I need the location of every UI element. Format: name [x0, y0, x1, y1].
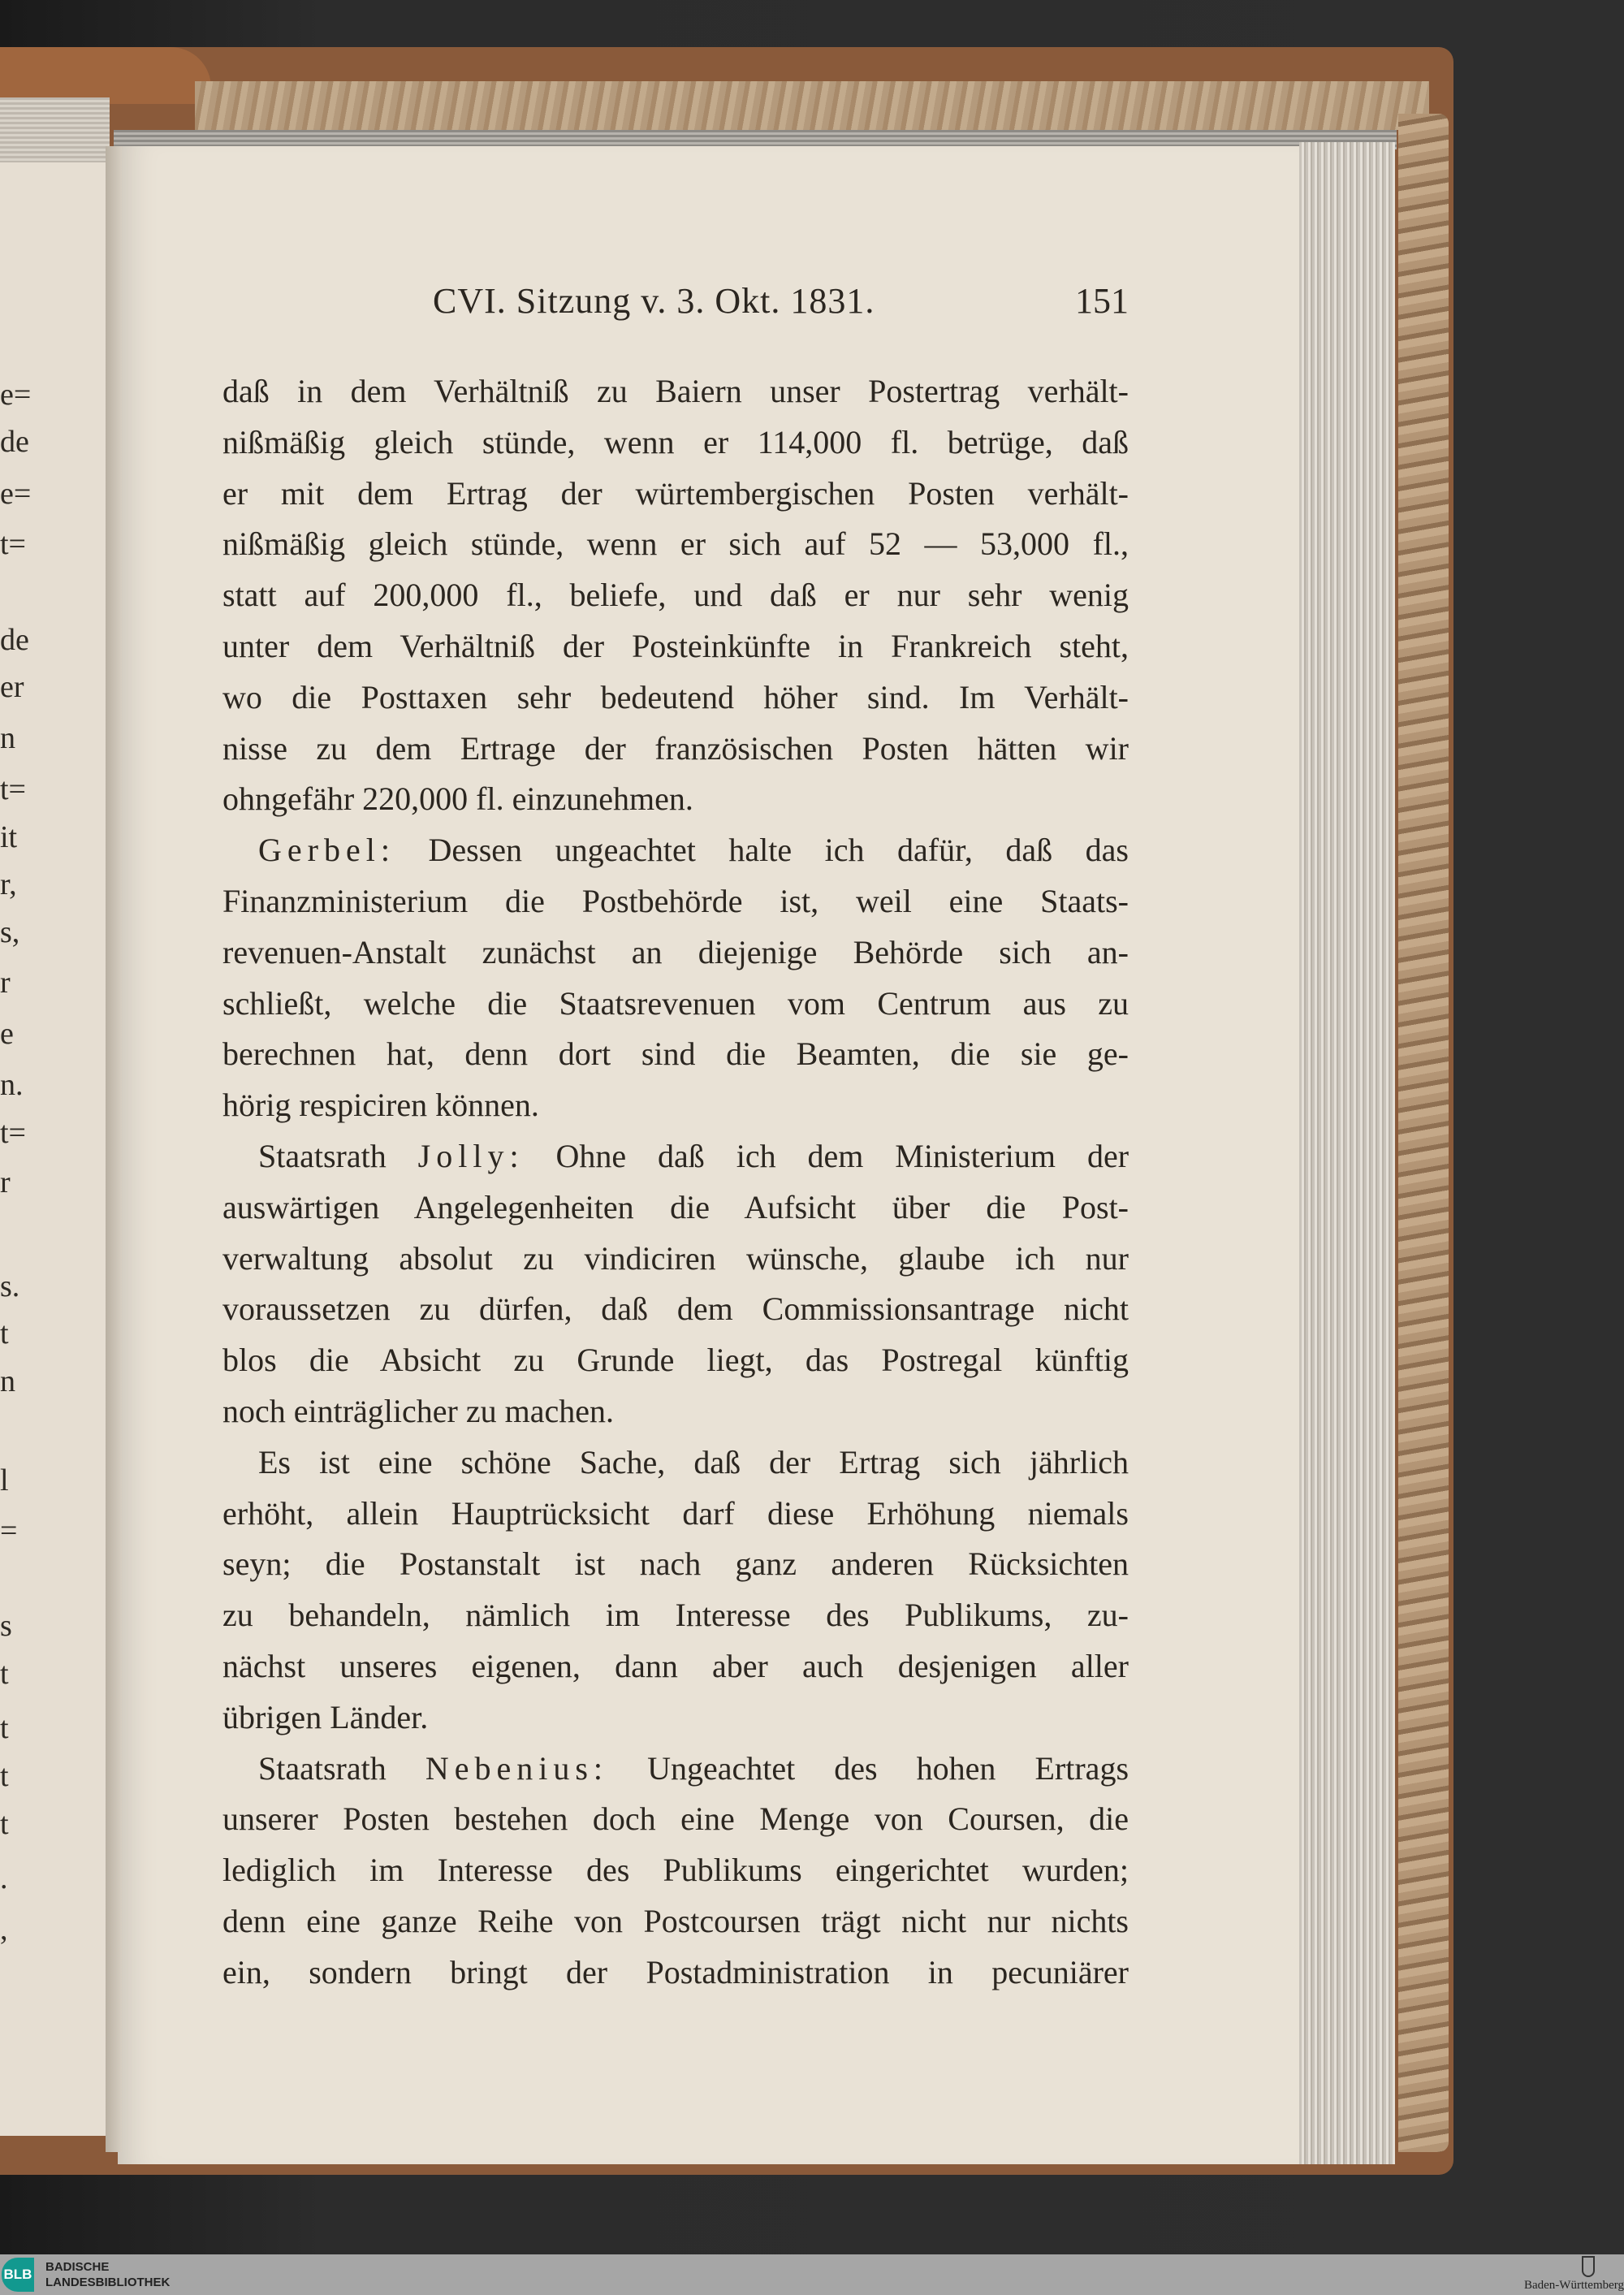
- line-text: noch einträglicher zu machen.: [222, 1392, 614, 1429]
- line-text: nisse zu dem Ertrage der französischen Posten hätten wir: [222, 729, 1129, 767]
- marbled-edge-top: [195, 81, 1429, 130]
- text-line: [222, 1437, 1129, 1489]
- left-page-fragment: n: [0, 721, 15, 755]
- state-name: Baden-Württemberg: [1523, 2279, 1624, 2292]
- text-line: [222, 1131, 1129, 1182]
- text-line: [222, 825, 1129, 876]
- line-text: ein, sondern bringt der Postadministration in pecuniärer: [222, 1953, 1129, 1990]
- text-line: [222, 1641, 1129, 1692]
- left-page-fragment: e: [0, 1017, 14, 1051]
- line-text: denn eine ganze Reihe von Postcoursen trägt nicht nur nichts: [222, 1902, 1129, 1939]
- text-line: [222, 1489, 1129, 1540]
- left-page-fragment: t: [0, 1759, 9, 1793]
- text-line: [222, 1234, 1129, 1285]
- speaker-name: Gerbel:: [258, 832, 395, 869]
- line-text: unter dem Verhältniß der Posteinkünfte in Frankreich steht,: [222, 627, 1129, 664]
- line-text: Ungeachtet des hohen Ertrags: [647, 1749, 1129, 1787]
- left-page-fragment: l: [0, 1463, 9, 1498]
- coat-of-arms-icon: [1582, 2256, 1595, 2277]
- text-line: [222, 1947, 1129, 1999]
- left-page-fragment: t: [0, 1657, 9, 1691]
- line-text: nißmäßig gleich stünde, wenn er 114,000 fl. betrüge, daß: [222, 423, 1129, 460]
- line-text: daß in dem Verhältniß zu Baiern unser Postertrag verhält-: [222, 373, 1129, 409]
- left-page-fragment: t=: [0, 527, 26, 561]
- text-line: [222, 1335, 1129, 1386]
- running-head-title: CVI. Sitzung v. 3. Okt. 1831.: [433, 281, 875, 321]
- text-line: [222, 1029, 1129, 1080]
- line-text: blos die Absicht zu Grunde liegt, das Postregal künftig: [222, 1342, 1129, 1379]
- text-line: [222, 1590, 1129, 1641]
- text-line: [222, 927, 1129, 979]
- left-page-fragment: n.: [0, 1068, 24, 1102]
- left-page-fragment: er: [0, 670, 24, 704]
- line-text: ohngefähr 220,000 fl. einzunehmen.: [222, 780, 693, 818]
- line-text: nächst unseres eigenen, dann aber auch desjenigen aller: [222, 1647, 1129, 1684]
- library-name[interactable]: [45, 2259, 170, 2290]
- left-page-fragment: t: [0, 1807, 9, 1841]
- blb-logo[interactable]: BLB: [2, 2258, 34, 2292]
- library-name-line1: BADISCHE: [45, 2260, 110, 2274]
- speaker-name: Nebenius:: [425, 1749, 608, 1787]
- text-line: [222, 774, 1129, 825]
- line-text: unserer Posten bestehen doch eine Menge von Coursen, die: [222, 1800, 1129, 1838]
- footer-bar: [0, 2254, 1624, 2295]
- text-line: [222, 1896, 1129, 1947]
- running-header: [433, 280, 1129, 329]
- book-spine-strap: [0, 47, 211, 104]
- left-page-fragment: n: [0, 1364, 15, 1398]
- marbled-edge-right: [1398, 114, 1449, 2152]
- speaker-title: Staatsrath: [258, 1137, 387, 1174]
- left-page-fragment: =: [0, 1514, 18, 1548]
- line-text: auswärtigen Angelegenheiten die Aufsicht über die Post-: [222, 1188, 1129, 1225]
- line-text: schließt, welche die Staatsrevenuen vom Centrum aus zu: [222, 984, 1129, 1022]
- text-line: [222, 570, 1129, 621]
- left-page-fragment: e=: [0, 477, 32, 511]
- line-text: Finanzministerium die Postbehörde ist, weil eine Staats-: [222, 882, 1129, 919]
- text-line: [222, 979, 1129, 1030]
- text-line: [222, 621, 1129, 672]
- text-line: [222, 724, 1129, 775]
- left-page-fragment: t: [0, 1711, 9, 1745]
- text-line: [222, 1845, 1129, 1896]
- text-line: [222, 672, 1129, 724]
- left-page-fragment: s: [0, 1609, 12, 1643]
- left-page-fragment: t=: [0, 772, 26, 806]
- line-text: voraussetzen zu dürfen, daß dem Commissionsantrage nicht: [222, 1290, 1129, 1328]
- left-page-fragment: r: [0, 1165, 11, 1199]
- left-page-fragment: ,: [0, 1912, 8, 1947]
- left-page-fragment: it: [0, 820, 18, 854]
- page-stack-edges: [1299, 142, 1395, 2164]
- line-text: er mit dem Ertrag der würtembergischen Posten verhält-: [222, 474, 1129, 512]
- text-line: [222, 469, 1129, 520]
- left-page-fragment: t: [0, 1316, 9, 1351]
- text-line: [222, 519, 1129, 570]
- speaker-name: Jolly:: [417, 1137, 525, 1174]
- left-page-fragment: r,: [0, 867, 17, 901]
- page-body-text: [222, 366, 1129, 1999]
- line-text: wo die Posttaxen sehr bedeutend höher sind. Im Verhält-: [222, 678, 1129, 715]
- text-line: [222, 1794, 1129, 1845]
- line-text: verwaltung absolut zu vindiciren wünsche, glaube ich nur: [222, 1239, 1129, 1277]
- left-page-edges: [0, 97, 110, 162]
- text-line: [222, 1539, 1129, 1590]
- line-text: Dessen ungeachtet halte ich dafür, daß das: [428, 832, 1129, 869]
- line-text: übrigen Länder.: [222, 1698, 429, 1735]
- text-line: [222, 1284, 1129, 1335]
- book-gutter: [106, 146, 122, 2152]
- library-name-line2: LANDESBIBLIOTHEK: [45, 2276, 171, 2289]
- left-page-fragment: de: [0, 623, 29, 657]
- line-text: Es ist eine schöne Sache, daß der Ertrag sich jährlich: [258, 1443, 1129, 1480]
- text-line: [222, 1692, 1129, 1744]
- page-number: 151: [1075, 281, 1129, 321]
- text-line: [222, 1080, 1129, 1131]
- line-text: Ohne daß ich dem Ministerium der: [555, 1137, 1129, 1174]
- speaker-title: Staatsrath: [258, 1749, 387, 1787]
- left-page-fragment: .: [0, 1861, 8, 1895]
- line-text: erhöht, allein Hauptrücksicht darf diese Erhöhung niemals: [222, 1494, 1129, 1532]
- left-page-fragment: e=: [0, 378, 32, 412]
- left-page-fragment: de: [0, 425, 29, 459]
- left-page-fragment: s,: [0, 915, 20, 949]
- line-text: statt auf 200,000 fl., beliefe, und daß er nur sehr wenig: [222, 577, 1129, 614]
- line-text: nißmäßig gleich stünde, wenn er sich auf 52 — 53,000 fl.,: [222, 525, 1129, 563]
- text-line: [222, 1182, 1129, 1234]
- line-text: lediglich im Interesse des Publikums eingerichtet wurden;: [222, 1852, 1129, 1889]
- left-page-fragment: s.: [0, 1269, 20, 1303]
- text-line: [222, 1744, 1129, 1795]
- line-text: revenuen-Anstalt zunächst an diejenige Behörde sich an-: [222, 933, 1129, 970]
- left-page-fragment: r: [0, 966, 11, 1000]
- line-text: berechnen hat, denn dort sind die Beamten, die sie ge-: [222, 1035, 1129, 1073]
- left-page: [0, 154, 112, 2136]
- text-line: [222, 366, 1129, 417]
- text-line: [222, 1386, 1129, 1437]
- line-text: hörig respiciren können.: [222, 1087, 539, 1124]
- left-page-fragment: t=: [0, 1116, 26, 1150]
- line-text: zu behandeln, nämlich im Interesse des Publikums, zu-: [222, 1597, 1129, 1634]
- text-line: [222, 876, 1129, 927]
- text-line: [222, 417, 1129, 469]
- line-text: seyn; die Postanstalt ist nach ganz anderen Rücksichten: [222, 1545, 1129, 1583]
